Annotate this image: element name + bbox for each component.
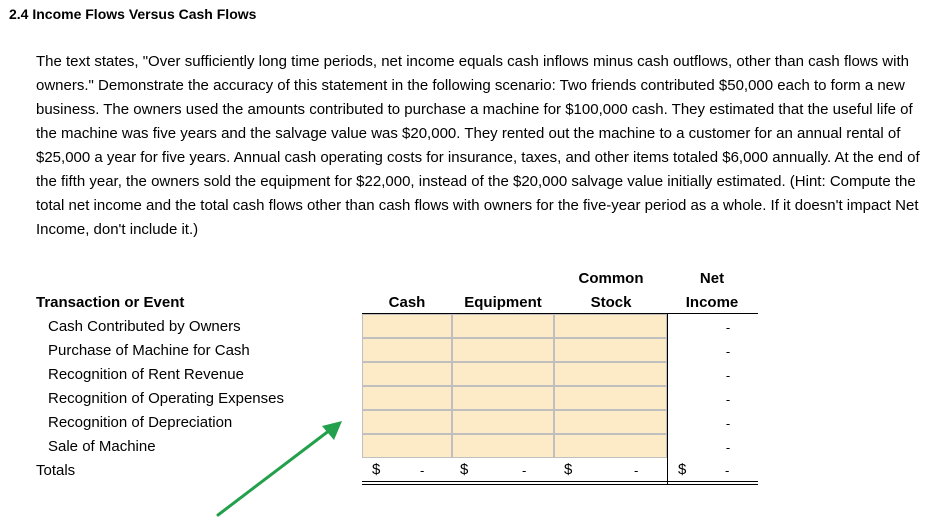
- net-income-value: -: [725, 416, 731, 431]
- total-cash-currency: $: [372, 461, 381, 478]
- header-cash: Cash: [388, 294, 426, 311]
- total-common-stock-value: -: [634, 463, 639, 478]
- total-net-income-value: -: [725, 463, 730, 478]
- header-common: Common: [578, 270, 644, 287]
- arrow-head: [322, 421, 342, 440]
- header-income: Income: [685, 294, 739, 311]
- row-label-totals: Totals: [36, 462, 76, 479]
- row-label-rent-revenue: Recognition of Rent Revenue: [48, 366, 244, 383]
- net-income-value: -: [725, 320, 731, 335]
- arrow-shaft: [218, 430, 330, 515]
- total-common-stock-currency: $: [564, 461, 573, 478]
- total-equipment-currency: $: [460, 461, 469, 478]
- header-stock: Stock: [590, 294, 632, 311]
- total-equipment-value: -: [522, 463, 527, 478]
- section-title: 2.4 Income Flows Versus Cash Flows: [9, 6, 257, 22]
- row-label-depreciation: Recognition of Depreciation: [48, 414, 233, 431]
- row-label-operating-expenses: Recognition of Operating Expenses: [48, 390, 284, 407]
- header-equipment: Equipment: [464, 294, 542, 311]
- net-income-value: -: [725, 368, 731, 383]
- row-label-sale-of-machine: Sale of Machine: [48, 438, 156, 455]
- net-income-value: -: [725, 344, 731, 359]
- total-cash-value: -: [420, 463, 425, 478]
- row-label-cash-contributed: Cash Contributed by Owners: [48, 318, 241, 335]
- header-net: Net: [699, 270, 725, 287]
- problem-text: The text states, "Over sufficiently long time periods, net income equals cash inflows minus cash outflows, other than cash flows with owners." Demonstrate the accuracy of this statement in the following scenario: Two friends contributed $50,000 each to form a new business. The owners used the amounts contributed to purchase a machine for $100,000 cash. They estimated that the useful life of the machine was five years and the salvage value was $20,000. They rented out the machine to a customer for an annual rental of $25,000 a year for five years. Annual cash operating costs for insurance, taxes, and other items totaled $6,000 annually. At the end of the fifth year, the owners sold the equipment for $22,000, instead of the $20,000 salvage value initially estimated. (Hint: Compute the total net income and the total cash flows other than cash flows with owners for the five-year period as a whole. If it doesn't impact Net Income, don't include it.): [36, 53, 920, 238]
- net-income-value: -: [725, 392, 731, 407]
- header-transaction-or-event: Transaction or Event: [36, 294, 185, 311]
- total-net-income-currency: $: [678, 461, 687, 478]
- row-label-purchase-machine: Purchase of Machine for Cash: [48, 342, 250, 359]
- net-income-value: -: [725, 440, 731, 455]
